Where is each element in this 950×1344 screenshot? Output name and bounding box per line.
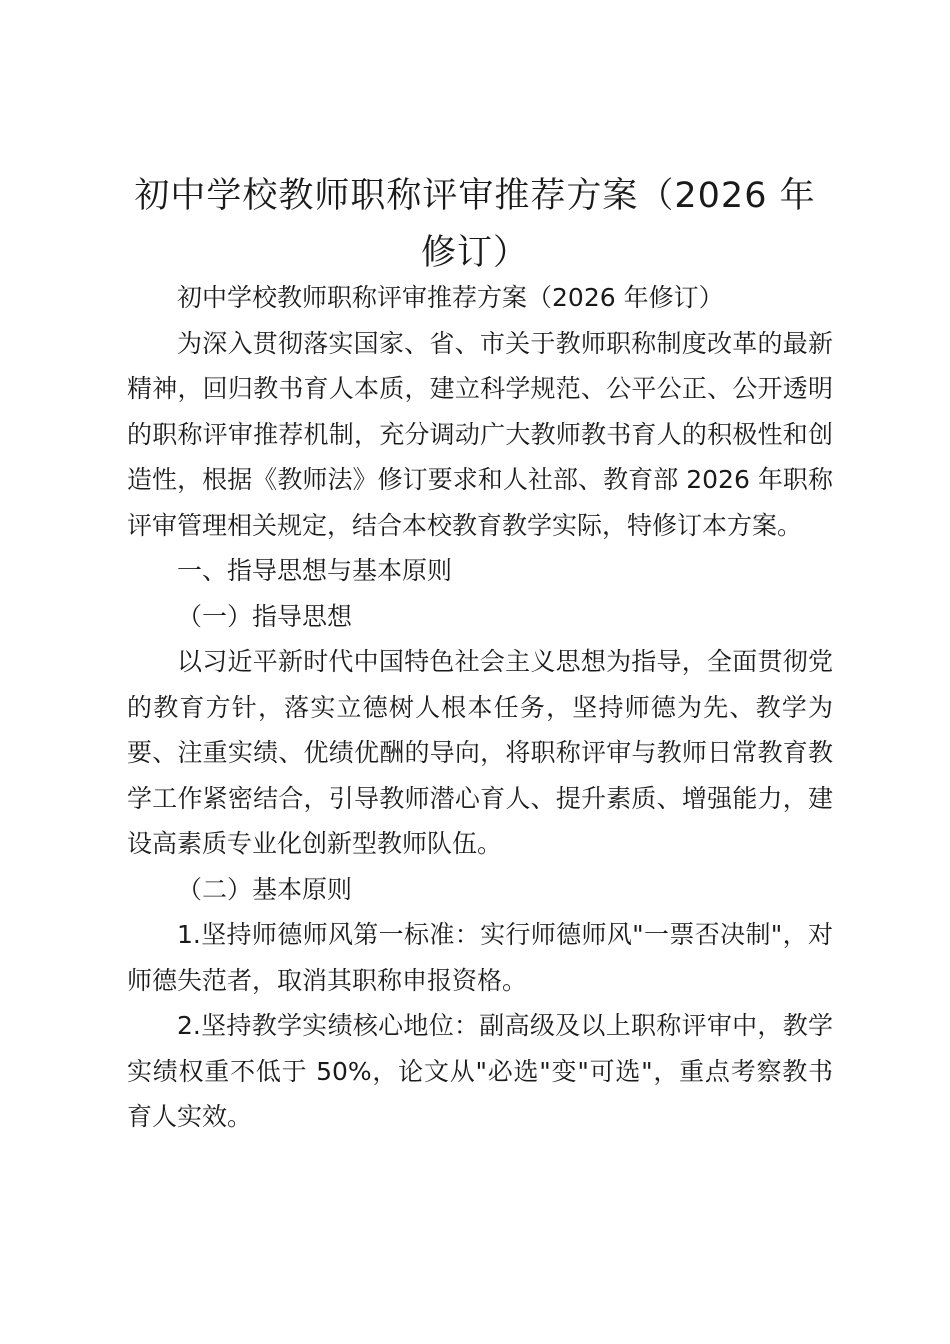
principle-item: 1.坚持师德师风第一标准：实行师德师风"一票否决制"，对师德失范者，取消其职称申报资格。 (127, 920, 833, 995)
subsection-heading: （二）基本原则 (177, 874, 353, 904)
document-body (127, 275, 833, 1140)
intro-paragraph: 为深入贯彻落实国家、省、市关于教师职称制度改革的最新精神，回归教书育人本质，建立科学规范、公平公正、公开透明的职称评审推荐机制，充分调动广大教师教书育人的积极性和创造性，根据《教师法》修订要求和人社部、教育部 2026 年职称评审管理相关规定，结合本校教育教学实际，特修订本方案。 (127, 328, 833, 540)
document-title: 初中学校教师职称评审推荐方案（2026 年修订） (134, 176, 816, 273)
subsection-heading: （一）指导思想 (177, 601, 353, 631)
guiding-ideology-paragraph: 以习近平新时代中国特色社会主义思想为指导，全面贯彻党的教育方针，落实立德树人根本任务，坚持师德为先、教学为要、注重实绩、优绩优酬的导向，将职称评审与教师日常教育教学工作紧密结合，引导教师潜心育人、提升素质、增强能力，建设高素质专业化创新型教师队伍。 (127, 647, 833, 858)
subtitle-paragraph: 初中学校教师职称评审推荐方案（2026 年修订） (177, 283, 724, 312)
principle-item: 2.坚持教学实绩核心地位：副高级及以上职称评审中，教学实绩权重不低于 50%，论文从"必选"变"可选"，重点考察教书育人实效。 (127, 1011, 833, 1131)
section-heading: 一、指导思想与基本原则 (177, 556, 453, 585)
